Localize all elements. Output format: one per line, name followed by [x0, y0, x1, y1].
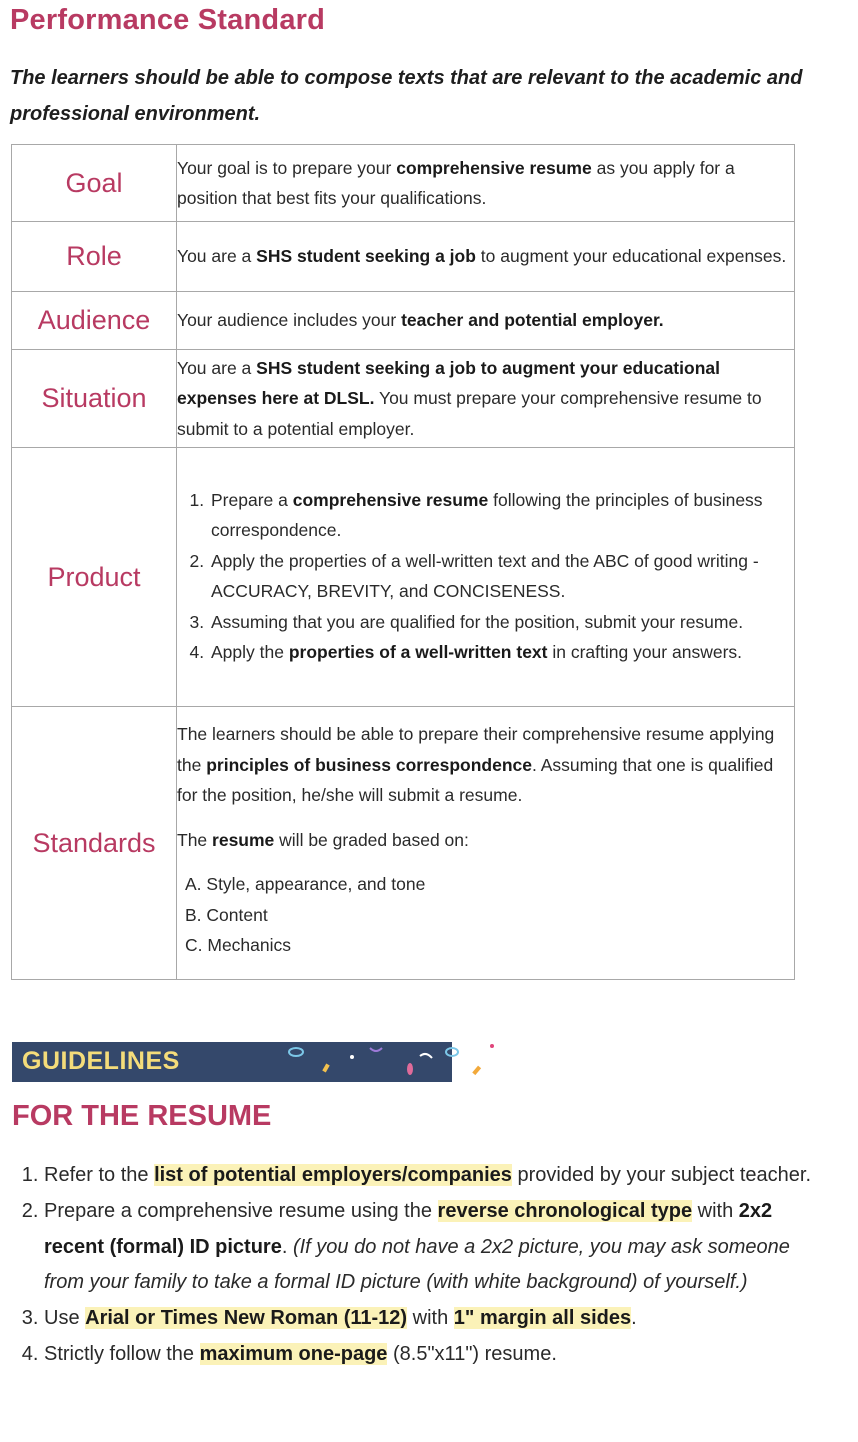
standards-description: The learners should be able to prepare their comprehensive resume applying the principles of business correspondence. Assuming that one is qualified for the position, he/she will submit a resume. — [177, 724, 775, 806]
situation-label: Situation — [12, 350, 177, 448]
product-item: 1. Prepare a comprehensive resume following the principles of business correspondence. — [209, 485, 794, 546]
confetti-decoration-icon — [270, 1036, 510, 1086]
product-list — [177, 485, 794, 668]
standards-row — [12, 707, 795, 980]
grasps-table — [11, 144, 795, 980]
grading-criterion: B. Content — [185, 904, 268, 925]
standards-content — [177, 707, 795, 980]
role-label: Role — [12, 222, 177, 292]
grading-criteria-list — [177, 869, 794, 961]
grading-criterion: A. Style, appearance, and tone — [185, 874, 426, 895]
goal-row — [12, 145, 795, 222]
guidelines-banner-label: GUIDELINES — [22, 1047, 180, 1075]
product-label: Product — [12, 448, 177, 707]
resume-guidelines-heading: FOR THE RESUME — [12, 1100, 272, 1132]
resume-guidelines-list — [20, 1158, 834, 1373]
goal-content: Your goal is to prepare your comprehensive resume as you apply for a position that best fits your qualifications. — [177, 145, 795, 222]
product-item: 4. Apply the properties of a well-written text in crafting your answers. — [209, 637, 794, 668]
situation-content: You are a SHS student seeking a job to augment your educational expenses here at DLSL. You must prepare your comprehensive resume to submit to a potential employer. — [177, 350, 795, 448]
standards-label: Standards — [12, 707, 177, 980]
product-row — [12, 448, 795, 707]
grading-criterion: C. Mechanics — [185, 935, 292, 956]
performance-standard-intro: The learners should be able to compose texts that are relevant to the academic and professional environment. — [10, 67, 803, 125]
guideline-item: 4. Strictly follow the maximum one-page (8.5"x11") resume. — [44, 1337, 834, 1373]
situation-row — [12, 350, 795, 448]
product-item: 3. Assuming that you are qualified for the position, submit your resume. — [209, 607, 794, 638]
guideline-item: 1. Refer to the list of potential employers/companies provided by your subject teacher. — [44, 1158, 834, 1194]
guideline-item: 2. Prepare a comprehensive resume using the reverse chronological type with 2x2 recent (formal) ID picture. (If you do not have a 2x2 picture, you may ask someone from your family to take a formal ID picture (with white background) of yourself.) — [44, 1194, 834, 1301]
performance-standard-title: Performance Standard — [10, 4, 326, 36]
audience-content: Your audience includes your teacher and potential employer. — [177, 292, 795, 350]
standards-grading-note: The resume will be graded based on: — [177, 829, 469, 850]
audience-row — [12, 292, 795, 350]
product-content — [177, 448, 795, 707]
role-row — [12, 222, 795, 292]
goal-label: Goal — [12, 145, 177, 222]
product-item: 2. Apply the properties of a well-written text and the ABC of good writing - ACCURACY, BREVITY, and CONCISENESS. — [209, 546, 794, 607]
audience-label: Audience — [12, 292, 177, 350]
guideline-item: 3. Use Arial or Times New Roman (11-12) with 1" margin all sides. — [44, 1301, 834, 1337]
role-content: You are a SHS student seeking a job to augment your educational expenses. — [177, 222, 795, 292]
